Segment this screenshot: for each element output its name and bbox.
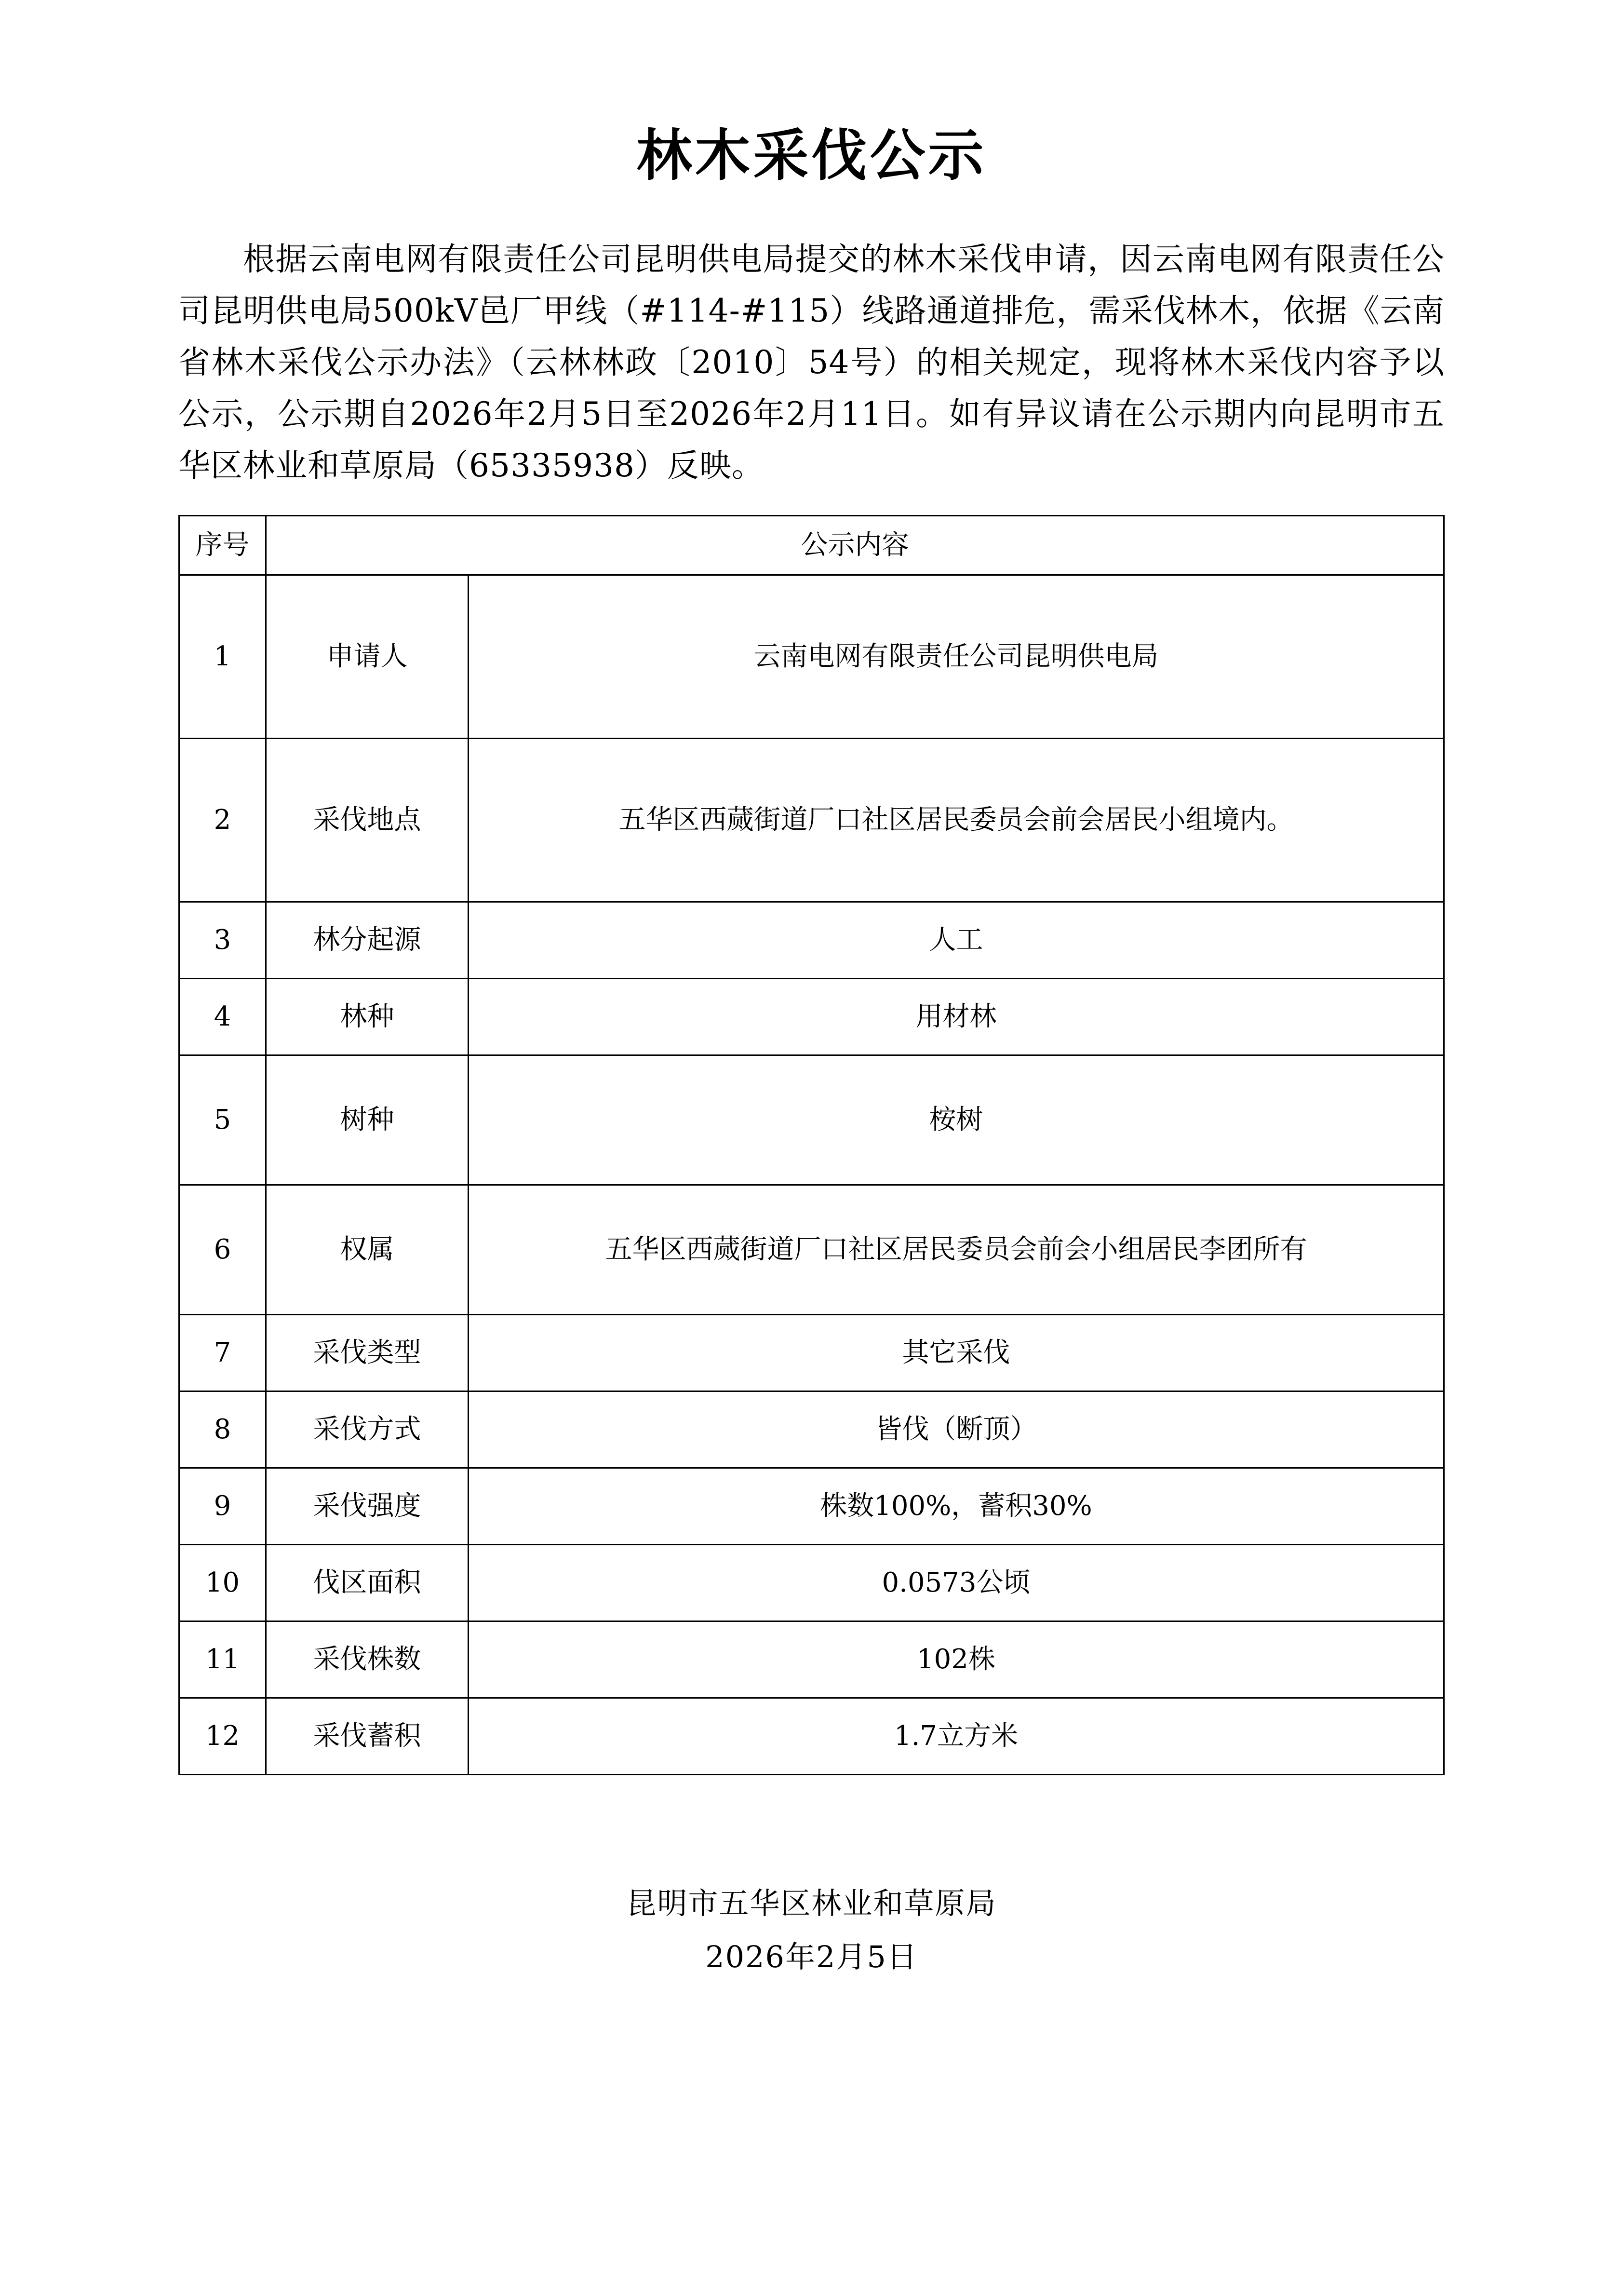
row-number: 4 xyxy=(179,978,266,1055)
table-row xyxy=(179,902,1444,978)
row-number: 12 xyxy=(179,1698,266,1774)
row-number: 3 xyxy=(179,902,266,978)
row-field: 伐区面积 xyxy=(266,1544,469,1621)
table-row xyxy=(179,1391,1444,1468)
table-row xyxy=(179,1621,1444,1698)
column-header-no: 序号 xyxy=(179,515,266,575)
row-field: 林分起源 xyxy=(266,902,469,978)
row-field: 申请人 xyxy=(266,575,469,738)
column-header-content: 公示内容 xyxy=(266,515,1444,575)
notice-table xyxy=(178,515,1445,1775)
signature-org: 昆明市五华区林业和草原局 xyxy=(626,1885,997,1921)
row-value: 五华区西蒇街道厂口社区居民委员会前会居民小组境内。 xyxy=(469,738,1444,902)
row-value: 皆伐（断顶） xyxy=(469,1391,1444,1468)
signature-date: 2026年2月5日 xyxy=(705,1939,918,1975)
row-number: 9 xyxy=(179,1468,266,1544)
page-title: 林木采伐公示 xyxy=(636,123,987,188)
row-field: 采伐地点 xyxy=(266,738,469,902)
row-number: 2 xyxy=(179,738,266,902)
table-row xyxy=(179,1468,1444,1544)
row-field: 树种 xyxy=(266,1055,469,1185)
row-value: 人工 xyxy=(469,902,1444,978)
row-field: 采伐蓄积 xyxy=(266,1698,469,1774)
table-row xyxy=(179,575,1444,738)
row-number: 11 xyxy=(179,1621,266,1698)
row-value: 102株 xyxy=(469,1621,1444,1698)
row-field: 林种 xyxy=(266,978,469,1055)
table-row xyxy=(179,1185,1444,1314)
row-field: 采伐强度 xyxy=(266,1468,469,1544)
row-field: 采伐方式 xyxy=(266,1391,469,1468)
row-field: 采伐类型 xyxy=(266,1314,469,1391)
row-number: 8 xyxy=(179,1391,266,1468)
row-number: 10 xyxy=(179,1544,266,1621)
row-number: 1 xyxy=(179,575,266,738)
table-header-row xyxy=(179,515,1444,575)
table-row xyxy=(179,978,1444,1055)
table-row xyxy=(179,1544,1444,1621)
table-row xyxy=(179,738,1444,902)
table-row xyxy=(179,1698,1444,1774)
row-value: 0.0573公顷 xyxy=(469,1544,1444,1621)
row-value: 1.7立方米 xyxy=(469,1698,1444,1774)
intro-paragraph: 根据云南电网有限责任公司昆明供电局提交的林木采伐申请，因云南电网有限责任公司昆明供电局500kV邑厂甲线（#114-#115）线路通道排危，需采伐林木，依据《云南省林木采伐公示办法》（云林林政〔2010〕54号）的相关规定，现将林木采伐内容予以公示，公示期自2026年2月5日至2026年2月11日。如有异议请在公示期内向昆明市五华区林业和草原局（65335938）反映。 xyxy=(178,241,1445,484)
signature-block xyxy=(178,1877,1445,1984)
row-number: 7 xyxy=(179,1314,266,1391)
row-number: 6 xyxy=(179,1185,266,1314)
row-value: 其它采伐 xyxy=(469,1314,1444,1391)
row-field: 采伐株数 xyxy=(266,1621,469,1698)
row-value: 五华区西蒇街道厂口社区居民委员会前会小组居民李团所有 xyxy=(469,1185,1444,1314)
row-value: 株数100%，蓄积30% xyxy=(469,1468,1444,1544)
table-row xyxy=(179,1055,1444,1185)
table-row xyxy=(179,1314,1444,1391)
row-number: 5 xyxy=(179,1055,266,1185)
row-value: 云南电网有限责任公司昆明供电局 xyxy=(469,575,1444,738)
row-field: 权属 xyxy=(266,1185,469,1314)
row-value: 用材林 xyxy=(469,978,1444,1055)
row-value: 桉树 xyxy=(469,1055,1444,1185)
